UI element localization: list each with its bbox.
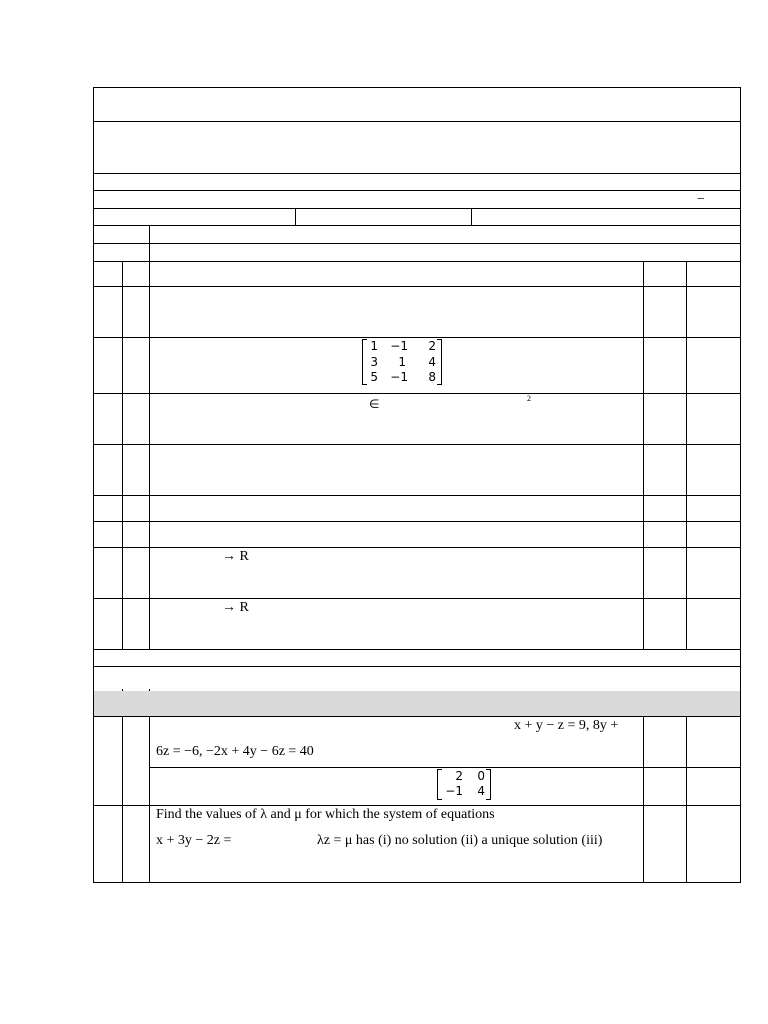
element-of-symbol: ∈ (369, 397, 380, 411)
row-divider (93, 666, 741, 667)
column-divider (149, 716, 150, 883)
part-b-header-band (94, 691, 740, 717)
column-divider (122, 716, 123, 883)
column-divider (643, 261, 644, 650)
row-divider (93, 173, 741, 174)
part-b-matrix (437, 769, 491, 800)
row-divider (93, 225, 741, 226)
part-b-q1-line1: x + y − z = 9, 8y + (514, 718, 619, 733)
superscript-two: 2 (527, 394, 531, 403)
matrix-cell: 3 (370, 355, 378, 369)
part-b-q3-line2-end: λz = μ has (i) no solution (ii) a unique solution (iii) (317, 833, 603, 848)
matrix-cell: 1 (398, 355, 406, 369)
column-divider (686, 716, 687, 883)
row-divider (93, 208, 741, 209)
matrix-cell: −1 (390, 370, 408, 384)
row-divider (93, 190, 741, 191)
matrix-cell: 1 (370, 339, 378, 353)
header-dash: − (697, 192, 705, 207)
label-column-divider (149, 225, 150, 261)
table-border-left (93, 87, 94, 883)
column-divider (686, 261, 687, 650)
matrix-cell: −1 (390, 339, 408, 353)
matrix-cell: 8 (428, 370, 436, 384)
matrix-cell: 4 (428, 355, 436, 369)
table-border-right (740, 87, 741, 883)
column-tick (149, 689, 150, 691)
column-tick (122, 689, 123, 691)
part-b-q1-line2: 6z = −6, −2x + 4y − 6z = 40 (156, 744, 314, 759)
part-a-matrix (362, 339, 442, 385)
function-arrow-text: → R (222, 549, 249, 564)
row-divider (93, 121, 741, 122)
info-cell-divider (295, 208, 296, 226)
function-arrow-text: → R (222, 600, 249, 615)
matrix-cell: 4 (477, 784, 485, 798)
part-b-q3-line2-start: x + 3y − 2z = (156, 833, 232, 848)
matrix-cell: 2 (428, 339, 436, 353)
matrix-cell: −1 (445, 784, 463, 798)
row-divider (93, 243, 741, 244)
table-border-top (93, 87, 741, 88)
matrix-cell: 5 (370, 370, 378, 384)
row-divider (149, 767, 741, 768)
part-b-q3-line1: Find the values of λ and μ for which the system of equations (156, 807, 495, 822)
matrix-cell: 0 (477, 769, 485, 783)
column-divider (122, 261, 123, 650)
column-divider (643, 716, 644, 883)
info-cell-divider (471, 208, 472, 226)
column-divider (149, 261, 150, 650)
matrix-cell: 2 (455, 769, 463, 783)
